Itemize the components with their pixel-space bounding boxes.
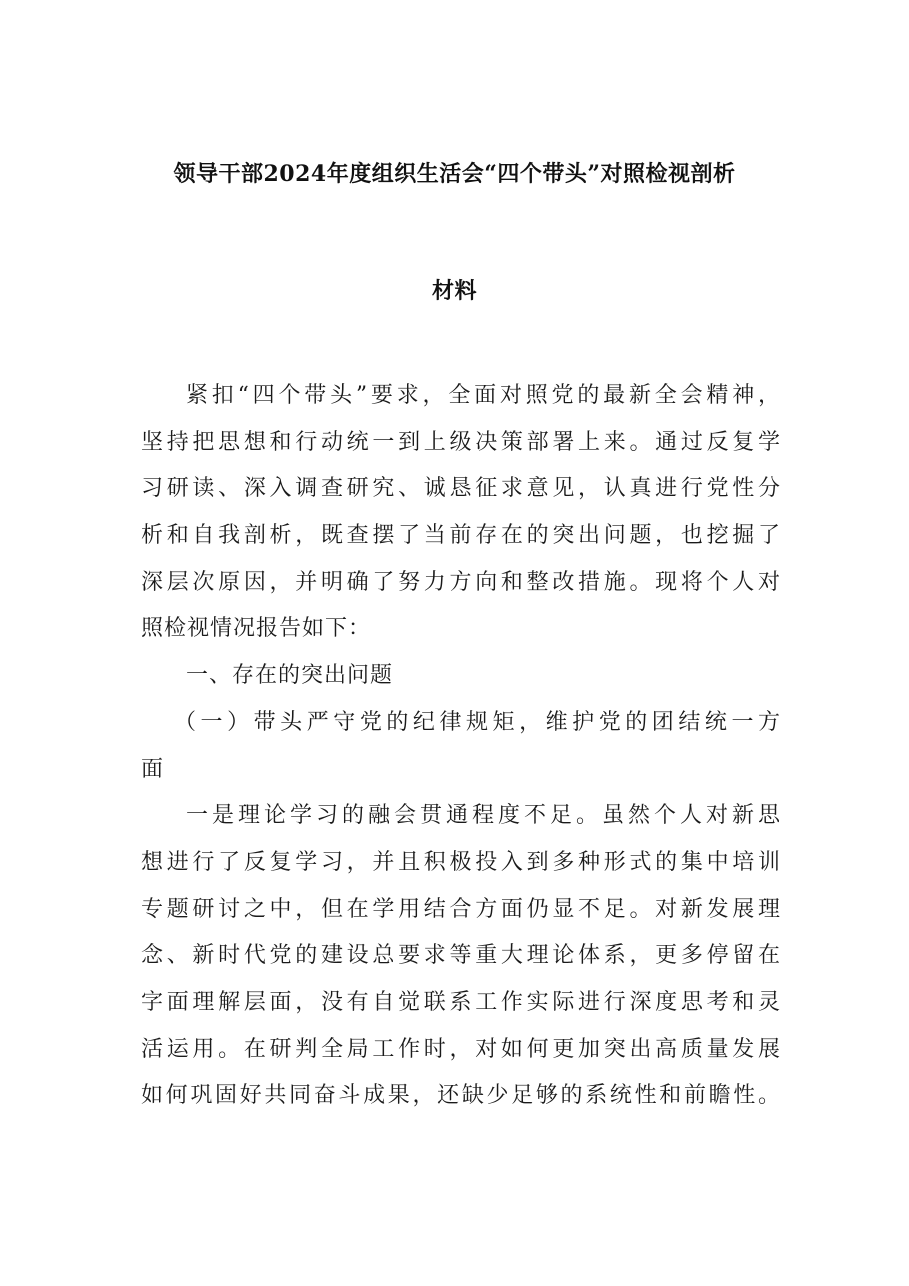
- paragraph-line: 想进行了反复学习，并且积极投入到多种形式的集中培训: [141, 849, 781, 875]
- paragraph-line: 深层次原因，并明确了努力方向和整改措施。现将个人对: [141, 569, 781, 595]
- subsection-heading: （一）带头严守党的纪律规矩，维护党的团结统一方: [174, 709, 781, 735]
- document-title-line-2: 材料: [431, 278, 477, 304]
- paragraph-line: 坚持把思想和行动统一到上级决策部署上来。通过反复学: [141, 429, 781, 455]
- paragraph-line: 专题研讨之中，但在学用结合方面仍显不足。对新发展理: [141, 896, 781, 922]
- paragraph-line: 一是理论学习的融会贯通程度不足。虽然个人对新思: [186, 803, 781, 829]
- paragraph-line: 紧扣“四个带头”要求，全面对照党的最新全会精神，: [186, 383, 781, 408]
- paragraph-line: 字面理解层面，没有自觉联系工作实际进行深度思考和灵: [141, 989, 781, 1015]
- section-heading: 一、存在的突出问题: [186, 663, 394, 689]
- paragraph-line: 习研读、深入调查研究、诚恳征求意见，认真进行党性分: [141, 476, 781, 502]
- paragraph-line: 念、新时代党的建设总要求等重大理论体系，更多停留在: [141, 943, 781, 969]
- paragraph-line: 析和自我剖析，既查摆了当前存在的突出问题，也挖掘了: [141, 523, 781, 549]
- document-body: [141, 380, 781, 1127]
- paragraph-line: 如何巩固好共同奋斗成果，还缺少足够的系统性和前瞻性。: [141, 1083, 781, 1109]
- subsection-heading-continued: 面: [141, 756, 165, 782]
- paragraph-line: 照检视情况报告如下：: [141, 616, 372, 642]
- document-title-line-1: 领导干部2024年度组织生活会“四个带头”对照检视剖析: [173, 161, 736, 187]
- paragraph-line: 活运用。在研判全局工作时，对如何更加突出高质量发展: [141, 1036, 781, 1062]
